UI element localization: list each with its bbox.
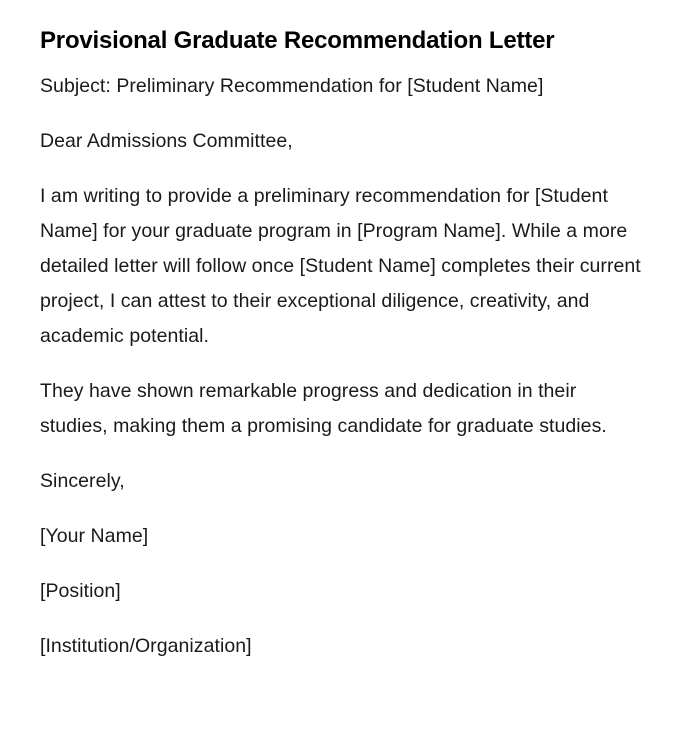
letter-body-paragraph-1: I am writing to provide a preliminary recommendation for [Student Name] for your graduate program in [Program Name]. While a more detailed letter will follow once [Student Name] completes their current project, I can attest to their exceptional diligence, creativity, and academic potential. (40, 185, 641, 347)
signature-name: [Your Name] (40, 525, 149, 547)
letter-closing: Sincerely, (40, 470, 125, 492)
letter-salutation: Dear Admissions Committee, (40, 130, 293, 152)
letter-body-paragraph-2: They have shown remarkable progress and dedication in their studies, making them a promising candidate for graduate studies. (40, 380, 607, 437)
signature-position: [Position] (40, 580, 121, 602)
letter-subject: Subject: Preliminary Recommendation for [Student Name] (40, 75, 544, 97)
letter-title: Provisional Graduate Recommendation Letter (40, 27, 555, 54)
signature-institution: [Institution/Organization] (40, 635, 252, 657)
